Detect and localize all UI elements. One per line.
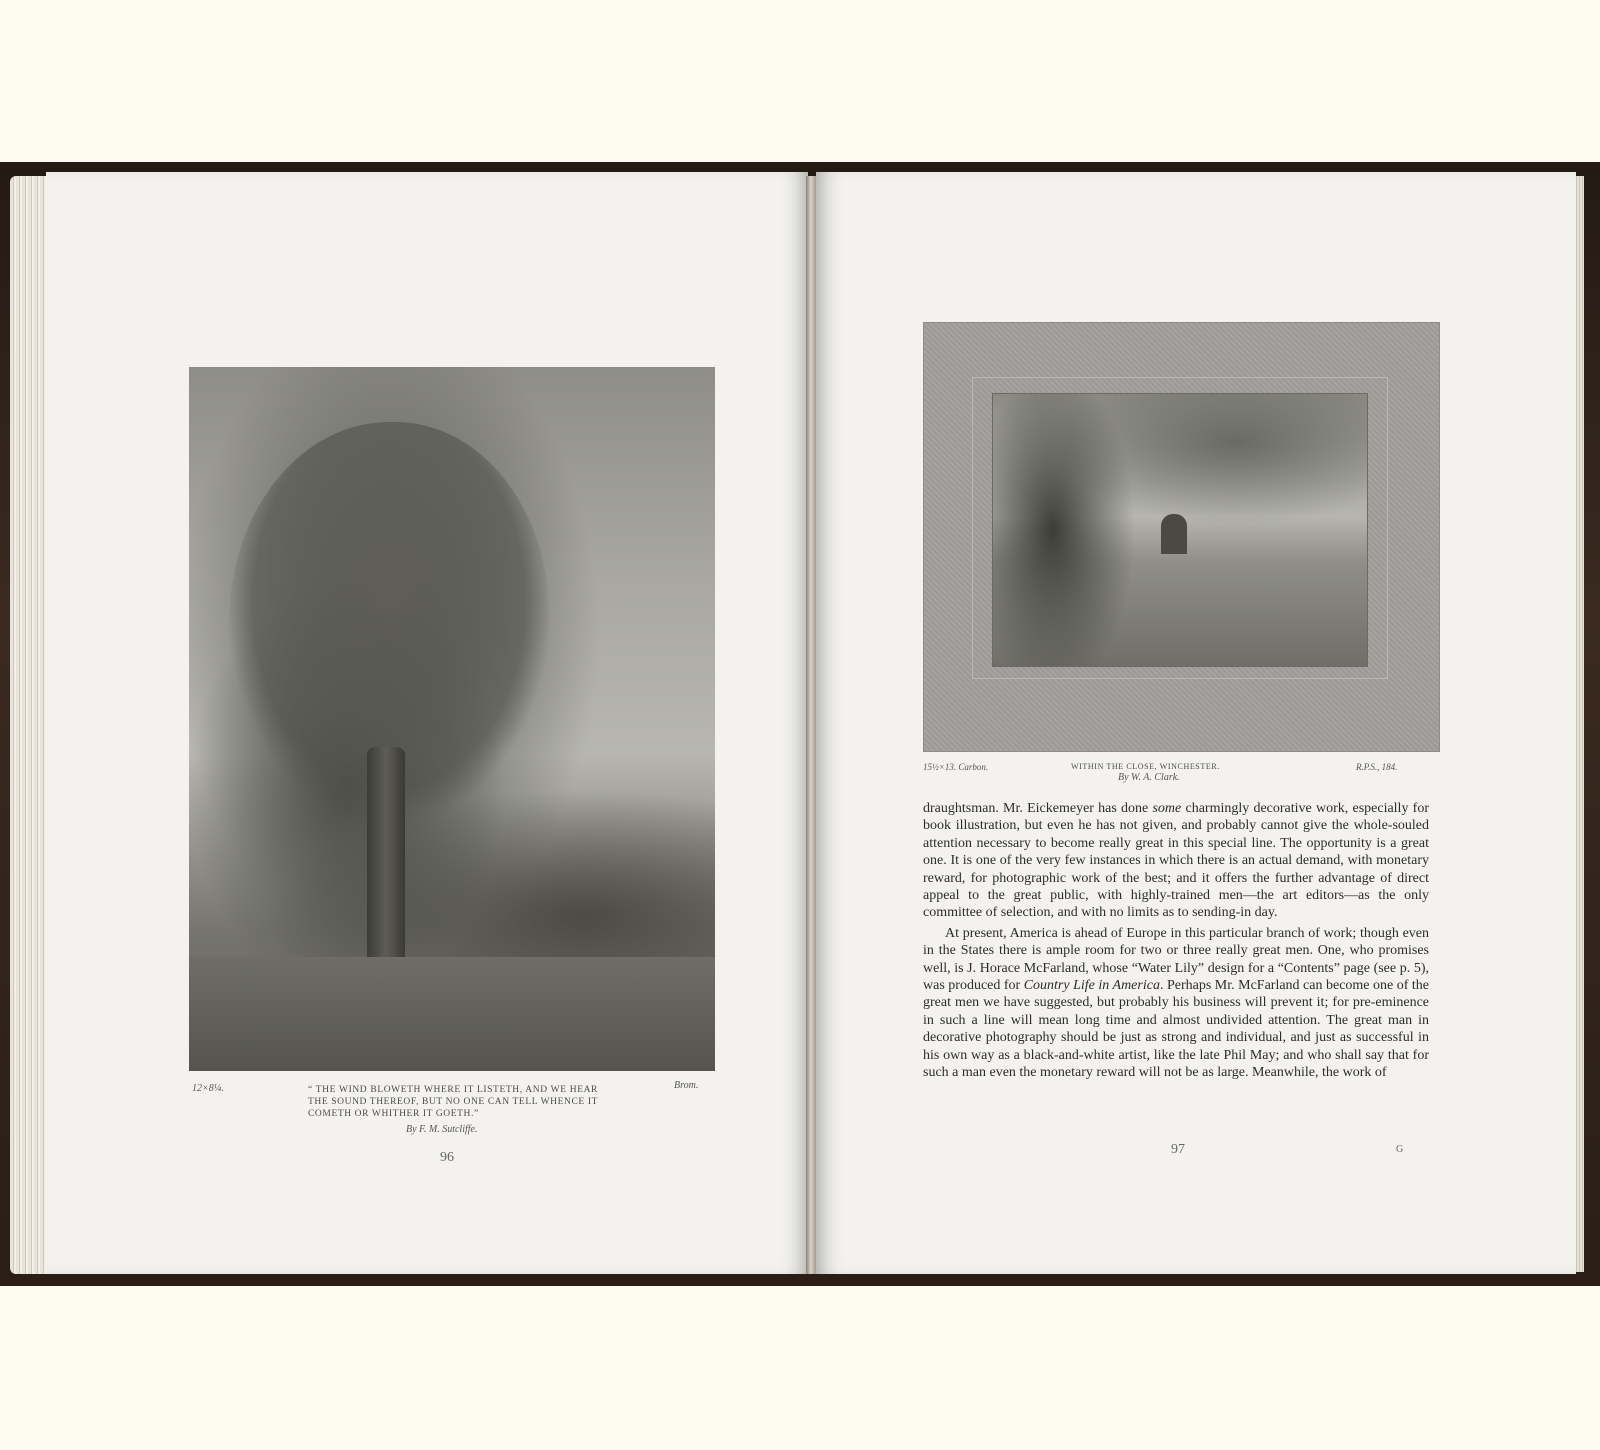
process-note: Brom. — [674, 1080, 699, 1091]
page-number: 96 — [440, 1150, 454, 1165]
photo-title: WITHIN THE CLOSE, WINCHESTER. — [1071, 762, 1220, 771]
article-text — [923, 800, 1429, 1082]
tree-photograph — [189, 367, 715, 1071]
rps-reference: R.P.S., 184. — [1356, 762, 1398, 772]
close-photograph-mount — [923, 322, 1440, 752]
open-book — [0, 162, 1600, 1286]
photo-byline: By W. A. Clark. — [1118, 772, 1180, 783]
page-number: 97 — [1171, 1142, 1185, 1157]
tree-trunk — [367, 747, 405, 957]
size-process-note: 15½×13. Carbon. — [923, 762, 989, 772]
paragraph: draughtsman. Mr. Eickemeyer has done some charmingly decorative work, especially for book illustration, but even he has not given, and probably cannot give the whole-souled attention necessary to become really great in this special line. The opportunity is a great one. It is one of the very few instances in which there is an actual demand, with monetary reward, for photographic work of the best; and it offers the further advantage of direct appeal to the great public, with highly-trained men—the art editors—as the only committee of selection, and with no limits as to sending-in day. — [923, 801, 1429, 921]
left-page — [46, 172, 808, 1274]
paragraph: At present, America is ahead of Europe in this particular branch of work; though even in the States there is ample room for two or three really great men. One, who promises well, is J. Horace McFarland, whose “Water Lily” design for a “Contents” page (see p. 5), was produced for Country Life in America. Perhaps Mr. McFarland can become one of the great men we have suggested, but probably his business will prevent it; for pre-eminence in such a line will mean long time and almost undivided attention. The great man in decorative photography should be just as strong and individual, and just as successful in his own way as a black-and-white artist, like the late Phil May; and who shall say that for such a man even the monetary reward will not be as large. Meanwhile, the work of — [923, 925, 1430, 1081]
close-photograph — [992, 393, 1368, 667]
photo-byline: By F. M. Sutcliffe. — [406, 1124, 478, 1135]
size-note: 12×8¼. — [192, 1083, 224, 1094]
caption-quote: “ THE WIND BLOWETH WHERE IT LISTETH, AND WE HEAR THE SOUND THEREOF, BUT NO ONE CAN TELL WHENCE IT COMETH OR WHITHER IT GOETH.” — [308, 1085, 598, 1119]
right-page — [816, 172, 1576, 1274]
signature-mark: G — [1396, 1144, 1404, 1155]
ground-lane — [189, 957, 715, 1071]
archway — [1161, 514, 1187, 554]
page-edges-left — [10, 176, 50, 1274]
